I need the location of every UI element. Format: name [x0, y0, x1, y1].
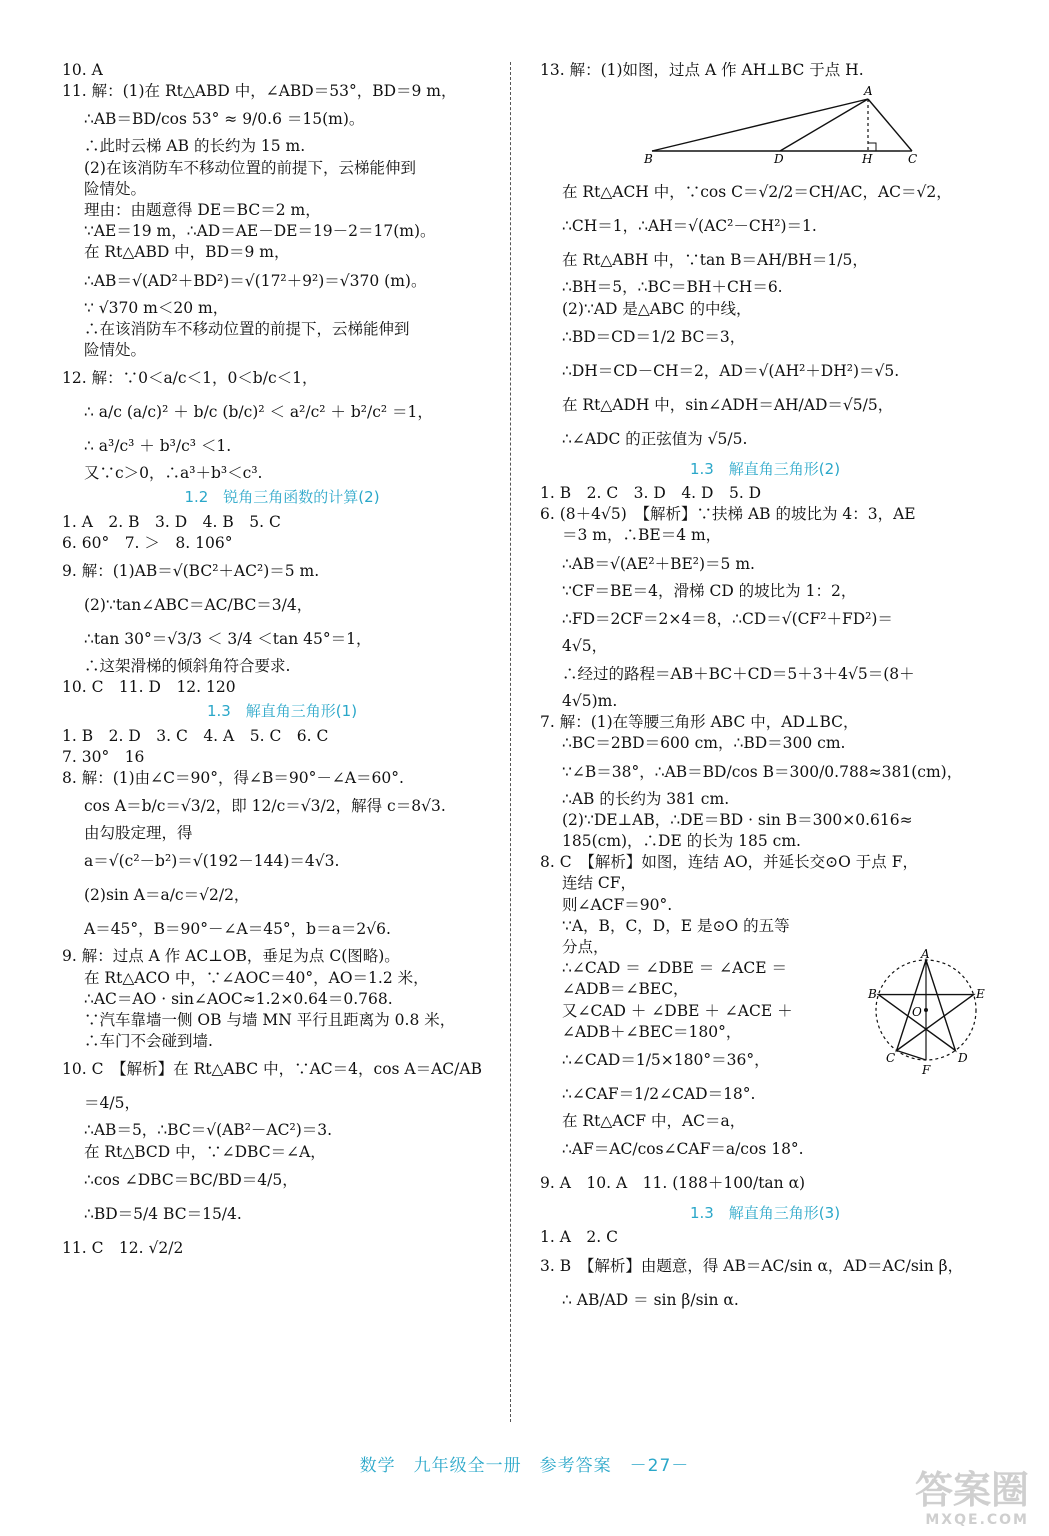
answer-line: 6. 60° 7. ＞ 8. 106°: [62, 533, 233, 552]
answer-line: 185(cm)，∴DE 的长为 185 cm.: [562, 832, 801, 851]
answer-line: ∵汽车靠墙一侧 OB 与墙 MN 平行且距离为 0.8 米，: [84, 1011, 456, 1030]
fig-label: B: [868, 987, 877, 1001]
answer-line: ∴∠ADC 的正弦值为 √5/5.: [562, 429, 748, 448]
answer-line: ＝4/5，: [84, 1094, 140, 1113]
answer-line: ∴AC＝AO · sin∠AOC≈1.2×0.64＝0.768.: [84, 989, 393, 1008]
answer-line: 又∠CAD ＋ ∠DBE ＋ ∠ACE ＋: [562, 1001, 793, 1020]
fig-label: A: [921, 947, 930, 961]
fig-label: D: [774, 152, 784, 167]
answer-line: ∴∠CAF＝1/2∠CAD＝18°.: [562, 1085, 756, 1104]
answer-line: 8. C 【解析】如图，连结 AO，并延长交⊙O 于点 F，: [540, 853, 918, 872]
answer-line: ∵∠B＝38°，∴AB＝BD/cos B＝300/0.788≈381(cm)，: [562, 762, 963, 781]
answer-line: a＝√(c²－b²)＝√(192－144)＝4√3.: [84, 852, 340, 871]
answer-line: 4√5，: [562, 636, 608, 655]
fig-label: F: [922, 1063, 931, 1077]
answer-line: 又∵c＞0，∴a³＋b³＜c³.: [84, 464, 263, 483]
answer-line: 9. 解：(1)AB＝√(BC²＋AC²)＝5 m.: [62, 562, 320, 581]
answer-line: 8. 解：(1)由∠C＝90°，得∠B＝90°－∠A＝60°.: [62, 769, 404, 788]
answer-line: ∴经过的路程＝AB＋BC＋CD＝5＋3＋4√5＝(8＋: [562, 665, 915, 684]
answer-line: ∴∠CAD ＝ ∠DBE ＝ ∠ACE ＝: [562, 959, 787, 978]
section-heading: 1.3 解直角三角形(1): [206, 702, 358, 721]
answer-line: ∴这架滑梯的倾斜角符合要求.: [84, 657, 291, 676]
answer-line: ∴FD＝2CF＝2×4＝8，∴CD＝√(CF²＋FD²)＝: [562, 609, 893, 628]
answer-line: 由勾股定理，得: [84, 824, 193, 843]
answer-line: ∴ a/c (a/c)² ＋ b/c (b/c)² ＜ a²/c² ＋ b²/c² ＝1，: [84, 403, 433, 422]
watermark-text: 答案圈: [914, 1468, 1029, 1512]
fig-label: B: [644, 152, 653, 167]
answer-line: ∵AE＝19 m，∴AD＝AE－DE＝19－2＝17(m)。: [84, 222, 436, 241]
answer-line: ∴BD＝5/4 BC＝15/4.: [84, 1204, 242, 1223]
answer-line: ∴此时云梯 AB 的长约为 15 m.: [84, 137, 306, 156]
answer-line: 在 Rt△ACO 中，∵∠AOC＝40°，AO＝1.2 米，: [84, 968, 429, 987]
answer-line: ∴BH＝5，∴BC＝BH＋CH＝6.: [562, 278, 783, 297]
answer-line: cos A＝b/c＝√3/2，即 12/c＝√3/2，解得 c＝8√3.: [84, 797, 446, 816]
answer-line: 在 Rt△BCD 中，∵∠DBC＝∠A，: [84, 1142, 326, 1161]
answer-line: ∴AB 的长约为 381 cm.: [562, 789, 730, 808]
answer-line: ∴AB＝5，∴BC＝√(AB²－AC²)＝3.: [84, 1121, 333, 1140]
answer-line: 7. 解：(1)在等腰三角形 ABC 中，AD⊥BC，: [540, 713, 859, 732]
fig-label: H: [862, 152, 873, 167]
answer-line: 在 Rt△ACH 中，∵cos C＝√2/2＝CH/AC，AC＝√2，: [562, 183, 952, 202]
answer-line: 险情处。: [84, 341, 147, 360]
fig-label: D: [958, 1051, 968, 1065]
answer-line: 9. 解：过点 A 作 AC⊥OB，垂足为点 C(图略)。: [62, 947, 400, 966]
answer-line: ∴BC＝2BD＝600 cm，∴BD＝300 cm.: [562, 734, 846, 753]
answer-line: 连结 CF，: [562, 874, 637, 893]
section-heading: 1.2 锐角三角函数的计算(2): [184, 488, 380, 507]
answer-line: 13. 解：(1)如图，过点 A 作 AH⊥BC 于点 H.: [540, 61, 864, 79]
section-heading: 1.3 解直角三角形(3): [689, 1204, 841, 1223]
answer-line: (2)在该消防车不移动位置的前提下，云梯能伸到: [84, 158, 416, 177]
answer-line: 1. A 2. B 3. D 4. B 5. C: [62, 512, 281, 531]
answer-line: ＝3 m，∴BE＝4 m，: [562, 526, 722, 545]
section-heading: 1.3 解直角三角形(2): [689, 459, 841, 478]
answer-line: A＝45°，B＝90°－∠A＝45°，b＝a＝2√6.: [84, 920, 391, 939]
right-column: [540, 60, 990, 1317]
answer-line: 12. 解：∵0＜a/c＜1，0＜b/c＜1，: [62, 369, 318, 388]
answer-line: (2)∵tan∠ABC＝AC/BC＝3/4，: [84, 596, 313, 615]
answer-line: ∴CH＝1，∴AH＝√(AC²－CH²)＝1.: [562, 217, 817, 236]
answer-line: 分点，: [562, 938, 609, 957]
answer-line: 理由：由题意得 DE＝BC＝2 m，: [84, 201, 321, 220]
answer-line: ∴ AB/AD ＝ sin β/sin α.: [562, 1290, 739, 1309]
answer-line: ∠ADB＝∠BEC，: [562, 980, 689, 999]
fig-label: C: [886, 1051, 896, 1065]
answer-line: 则∠ACF＝90°.: [562, 895, 673, 914]
answer-line: 1. A 2. C: [540, 1228, 618, 1247]
watermark-url: MXQE.COM: [925, 1512, 1029, 1528]
answer-line: 1. B 2. D 3. C 4. A 5. C 6. C: [62, 726, 329, 745]
fig-label: E: [976, 987, 985, 1001]
fig-label: A: [864, 84, 873, 99]
answer-line: ∴DH＝CD－CH＝2，AD＝√(AH²＋DH²)＝√5.: [562, 361, 900, 380]
pentagram-circle-figure: [870, 948, 988, 1078]
answer-line: 3. B 【解析】由题意，得 AB＝AC/sin α，AD＝AC/sin β，: [540, 1256, 964, 1275]
answer-line: (2)∵AD 是△ABC 的中线，: [562, 299, 752, 318]
answer-line: ∵ √370 m＜20 m，: [84, 298, 229, 317]
answer-line: ∴AB＝√(AD²＋BD²)＝√(17²＋9²)＝√370 (m)。: [84, 271, 427, 290]
answer-line: ∠ADB＋∠BEC＝180°，: [562, 1022, 742, 1041]
answer-line: 10. C 11. D 12. 120: [62, 678, 236, 697]
answer-line: ∵CF＝BE＝4，滑梯 CD 的坡比为 1：2，: [562, 581, 857, 600]
answer-line: 11. 解：(1)在 Rt△ABD 中，∠ABD＝53°，BD＝9 m，: [62, 82, 457, 101]
answer-line: 1. B 2. C 3. D 4. D 5. D: [540, 484, 762, 503]
answer-line: ∴tan 30°＝√3/3 ＜ 3/4 ＜tan 45°＝1，: [84, 630, 372, 649]
answer-line: (2)∵DE⊥AB，∴DE＝BD · sin B＝300×0.616≈: [562, 810, 913, 829]
answer-line: ∵A，B，C，D，E 是⊙O 的五等: [562, 916, 790, 935]
answer-line: ∴AB＝BD/cos 53° ≈ 9/0.6 ＝15(m)。: [84, 110, 365, 129]
answer-line: 在 Rt△ACF 中，AC＝a，: [562, 1112, 746, 1131]
answer-line: ∴AF＝AC/cos∠CAF＝a/cos 18°.: [562, 1140, 804, 1159]
fig-label: O: [912, 1005, 922, 1019]
answer-line: 10. A: [62, 61, 103, 79]
watermark-logo: [859, 1470, 1029, 1528]
answer-line: (2)sin A＝a/c＝√2/2，: [84, 886, 250, 905]
column-divider: [510, 62, 511, 1422]
page-footer: 数学 九年级全一册 参考答案 －27－: [359, 1456, 690, 1476]
answer-line: 6. (8＋4√5) 【解析】∵扶梯 AB 的坡比为 4：3，AE: [540, 505, 916, 524]
triangle-figure: [640, 84, 940, 167]
answer-line: 11. C 12. √2/2: [62, 1238, 184, 1257]
left-column: [62, 60, 502, 1265]
answer-line: 在 Rt△ABH 中，∵tan B＝AH/BH＝1/5，: [562, 251, 868, 270]
answer-line: ∴BD＝CD＝1/2 BC＝3，: [562, 327, 746, 346]
answer-line: 险情处。: [84, 179, 147, 198]
answer-line: 4√5)m.: [562, 692, 618, 711]
answer-line: ∴车门不会碰到墙.: [84, 1032, 213, 1051]
answer-line: 在 Rt△ABD 中，BD＝9 m，: [84, 243, 290, 262]
answer-line: ∴ a³/c³ ＋ b³/c³ ＜1.: [84, 437, 232, 456]
answer-line: ∴∠CAD＝1/5×180°＝36°，: [562, 1051, 770, 1070]
answer-line: ∴在该消防车不移动位置的前提下，云梯能伸到: [84, 319, 410, 338]
answer-line: ∴AB＝√(AE²＋BE²)＝5 m.: [562, 554, 755, 573]
answer-line: ∴cos ∠DBC＝BC/BD＝4/5，: [84, 1170, 298, 1189]
answer-line: 在 Rt△ADH 中，sin∠ADH＝AH/AD＝√5/5，: [562, 395, 894, 414]
answer-line: 10. C 【解析】在 Rt△ABC 中，∵AC＝4，cos A＝AC/AB: [62, 1060, 482, 1079]
answer-line: 9. A 10. A 11. (188＋100/tan α): [540, 1174, 806, 1193]
answer-line: 7. 30° 16: [62, 747, 145, 766]
fig-label: C: [908, 152, 918, 167]
